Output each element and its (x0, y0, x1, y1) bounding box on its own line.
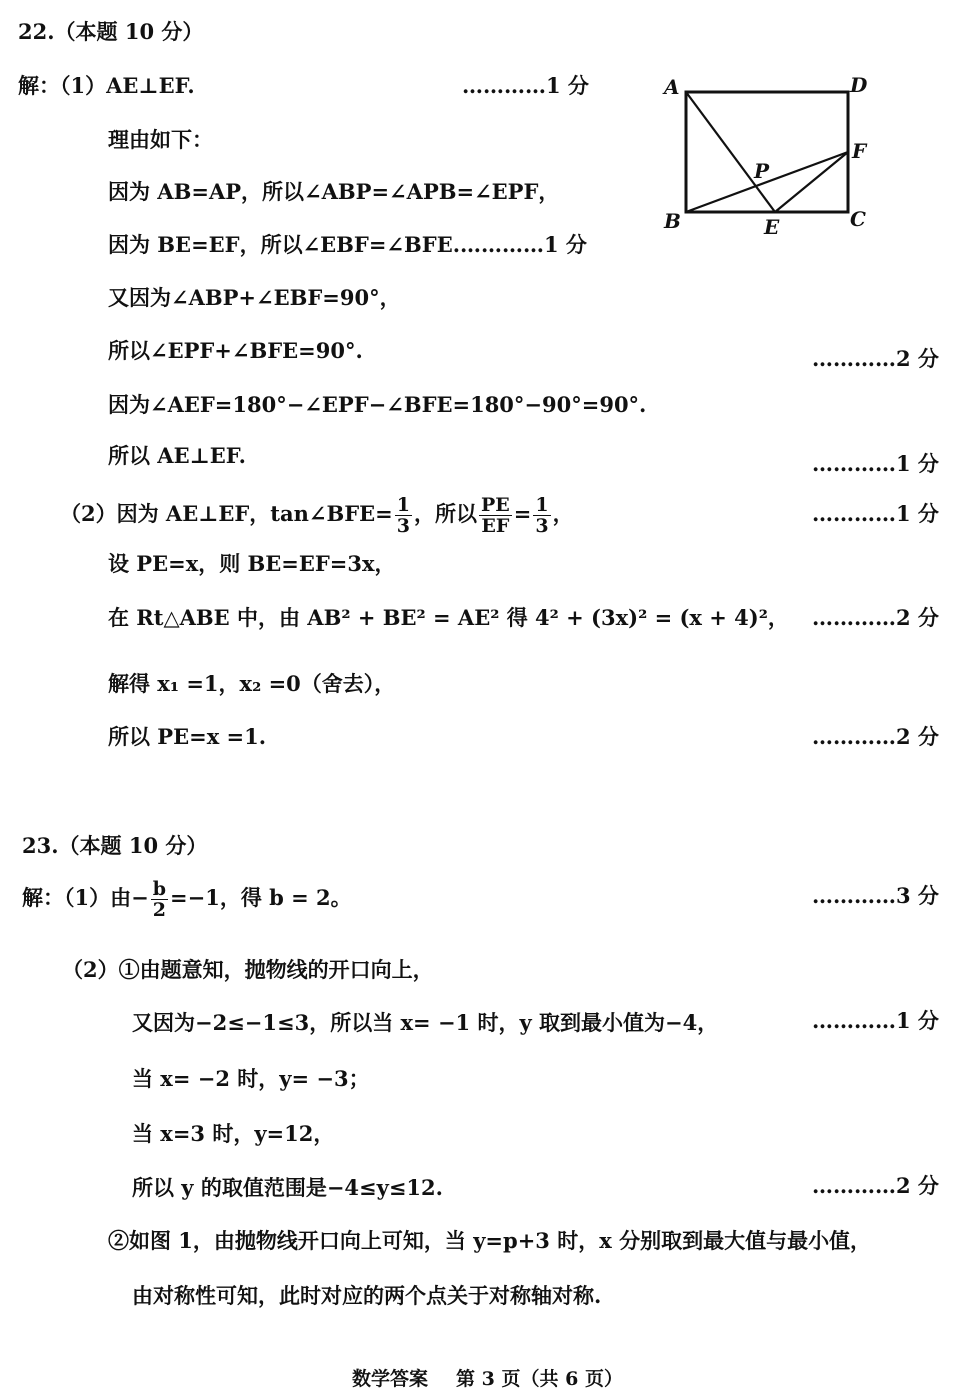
q22-line-13: 所以 PE=x =1. (108, 724, 267, 749)
fraction-denominator: 3 (535, 515, 549, 537)
segment-ef (775, 152, 848, 212)
fraction-numerator: 1 (535, 494, 549, 516)
q23-line-7: ②如图 1，由抛物线开口向上可知，当 y=p+3 时，x 分别取到最大值与最小值， (108, 1228, 872, 1253)
q23-score-3: …………2 分 (812, 1173, 939, 1198)
label-f: F (852, 139, 867, 163)
label-c: C (850, 207, 866, 231)
rectangle-abcd (686, 92, 848, 212)
q22-line-12: 解得 x₁ =1，x₂ =0（舍去）， (108, 671, 396, 696)
q22-line-5: 又因为∠ABP+∠EBF=90°， (108, 285, 401, 310)
q23-line-2: （2）①由题意知，抛物线的开口向上， (62, 957, 434, 982)
q22-line-7: 因为∠AEF=180°−∠EPF−∠BFE=180°−90°=90°. (108, 392, 647, 417)
geometry-figure (650, 68, 880, 238)
page-footer (0, 1364, 975, 1391)
q22-line-10: 设 PE=x，则 BE=EF=3x， (108, 551, 396, 576)
q22-line-2: 理由如下： (108, 127, 213, 152)
q22-score-1: …………1 分 (462, 73, 589, 98)
q23-score-1: …………3 分 (812, 883, 939, 908)
q22-line-9-text-b: ，所以 (413, 501, 477, 526)
q22-line-1: 解：（1）AE⊥EF. (18, 73, 195, 98)
q23-header: 23.（本题 10 分） (22, 833, 208, 858)
q22-score-5: …………1 分 (812, 501, 939, 526)
fraction-pe-ef (479, 495, 512, 536)
footer-page-number: 第 3 页（共 6 页） (456, 1368, 623, 1390)
segment-ae (686, 92, 775, 212)
q23-line-6: 所以 y 的取值范围是−4≤y≤12. (132, 1175, 443, 1200)
q22-score-2: …………1 分 (460, 232, 587, 257)
fraction-denominator: EF (481, 515, 510, 537)
fraction-denominator: 3 (396, 515, 410, 537)
q22-line-8: 所以 AE⊥EF. (108, 443, 246, 468)
q23-line-1-text-a: 解：（1）由− (22, 885, 149, 910)
q22-line-11: 在 Rt△ABE 中，由 AB² + BE² = AE² 得 4² + (3x)² = (x + 4)²， (108, 605, 789, 630)
q23-line-3: 又因为−2≤−1≤3，所以当 x= −1 时，y 取到最小值为−4， (132, 1010, 719, 1035)
label-e: E (764, 215, 780, 238)
fraction-one-third (395, 495, 412, 536)
fraction-numerator: 1 (396, 494, 410, 516)
label-p: P (754, 159, 770, 183)
q22-line-3: 因为 AB=AP，所以∠ABP=∠APB=∠EPF， (108, 179, 560, 204)
q22-score-7: …………2 分 (812, 724, 939, 749)
q22-line-9 (60, 492, 574, 536)
q23-line-4: 当 x= −2 时，y= −3； (132, 1066, 370, 1091)
fraction-denominator: 2 (152, 899, 166, 921)
fraction-numerator: b (152, 878, 167, 900)
fraction-one-third-2 (533, 495, 550, 536)
fraction-b-over-2 (151, 879, 168, 920)
label-a: A (664, 75, 680, 99)
q22-line-9-text-d: ， (552, 501, 574, 526)
q22-line-9-equals: = (513, 501, 532, 526)
q22-line-9-text-a: （2）因为 AE⊥EF，tan∠BFE= (60, 501, 393, 526)
q22-line-6: 所以∠EPF+∠BFE=90°. (108, 338, 363, 363)
label-d: D (850, 73, 868, 97)
q22-score-6: …………2 分 (812, 605, 939, 630)
q23-line-1-text-b: =−1，得 b = 2。 (170, 885, 352, 910)
q22-score-3: …………2 分 (812, 346, 939, 371)
footer-subject: 数学答案 (352, 1368, 429, 1390)
q23-score-2: …………1 分 (812, 1008, 939, 1033)
q22-line-4: 因为 BE=EF，所以∠EBF=∠BFE. (108, 232, 461, 257)
q23-line-5: 当 x=3 时，y=12， (132, 1121, 335, 1146)
q23-line-8: 由对称性可知，此时对应的两个点关于对称轴对称. (132, 1283, 602, 1308)
q22-score-4: …………1 分 (812, 451, 939, 476)
label-b: B (664, 209, 681, 233)
q22-header: 22.（本题 10 分） (18, 19, 204, 44)
fraction-numerator: PE (480, 494, 510, 516)
q23-line-1 (22, 876, 352, 920)
